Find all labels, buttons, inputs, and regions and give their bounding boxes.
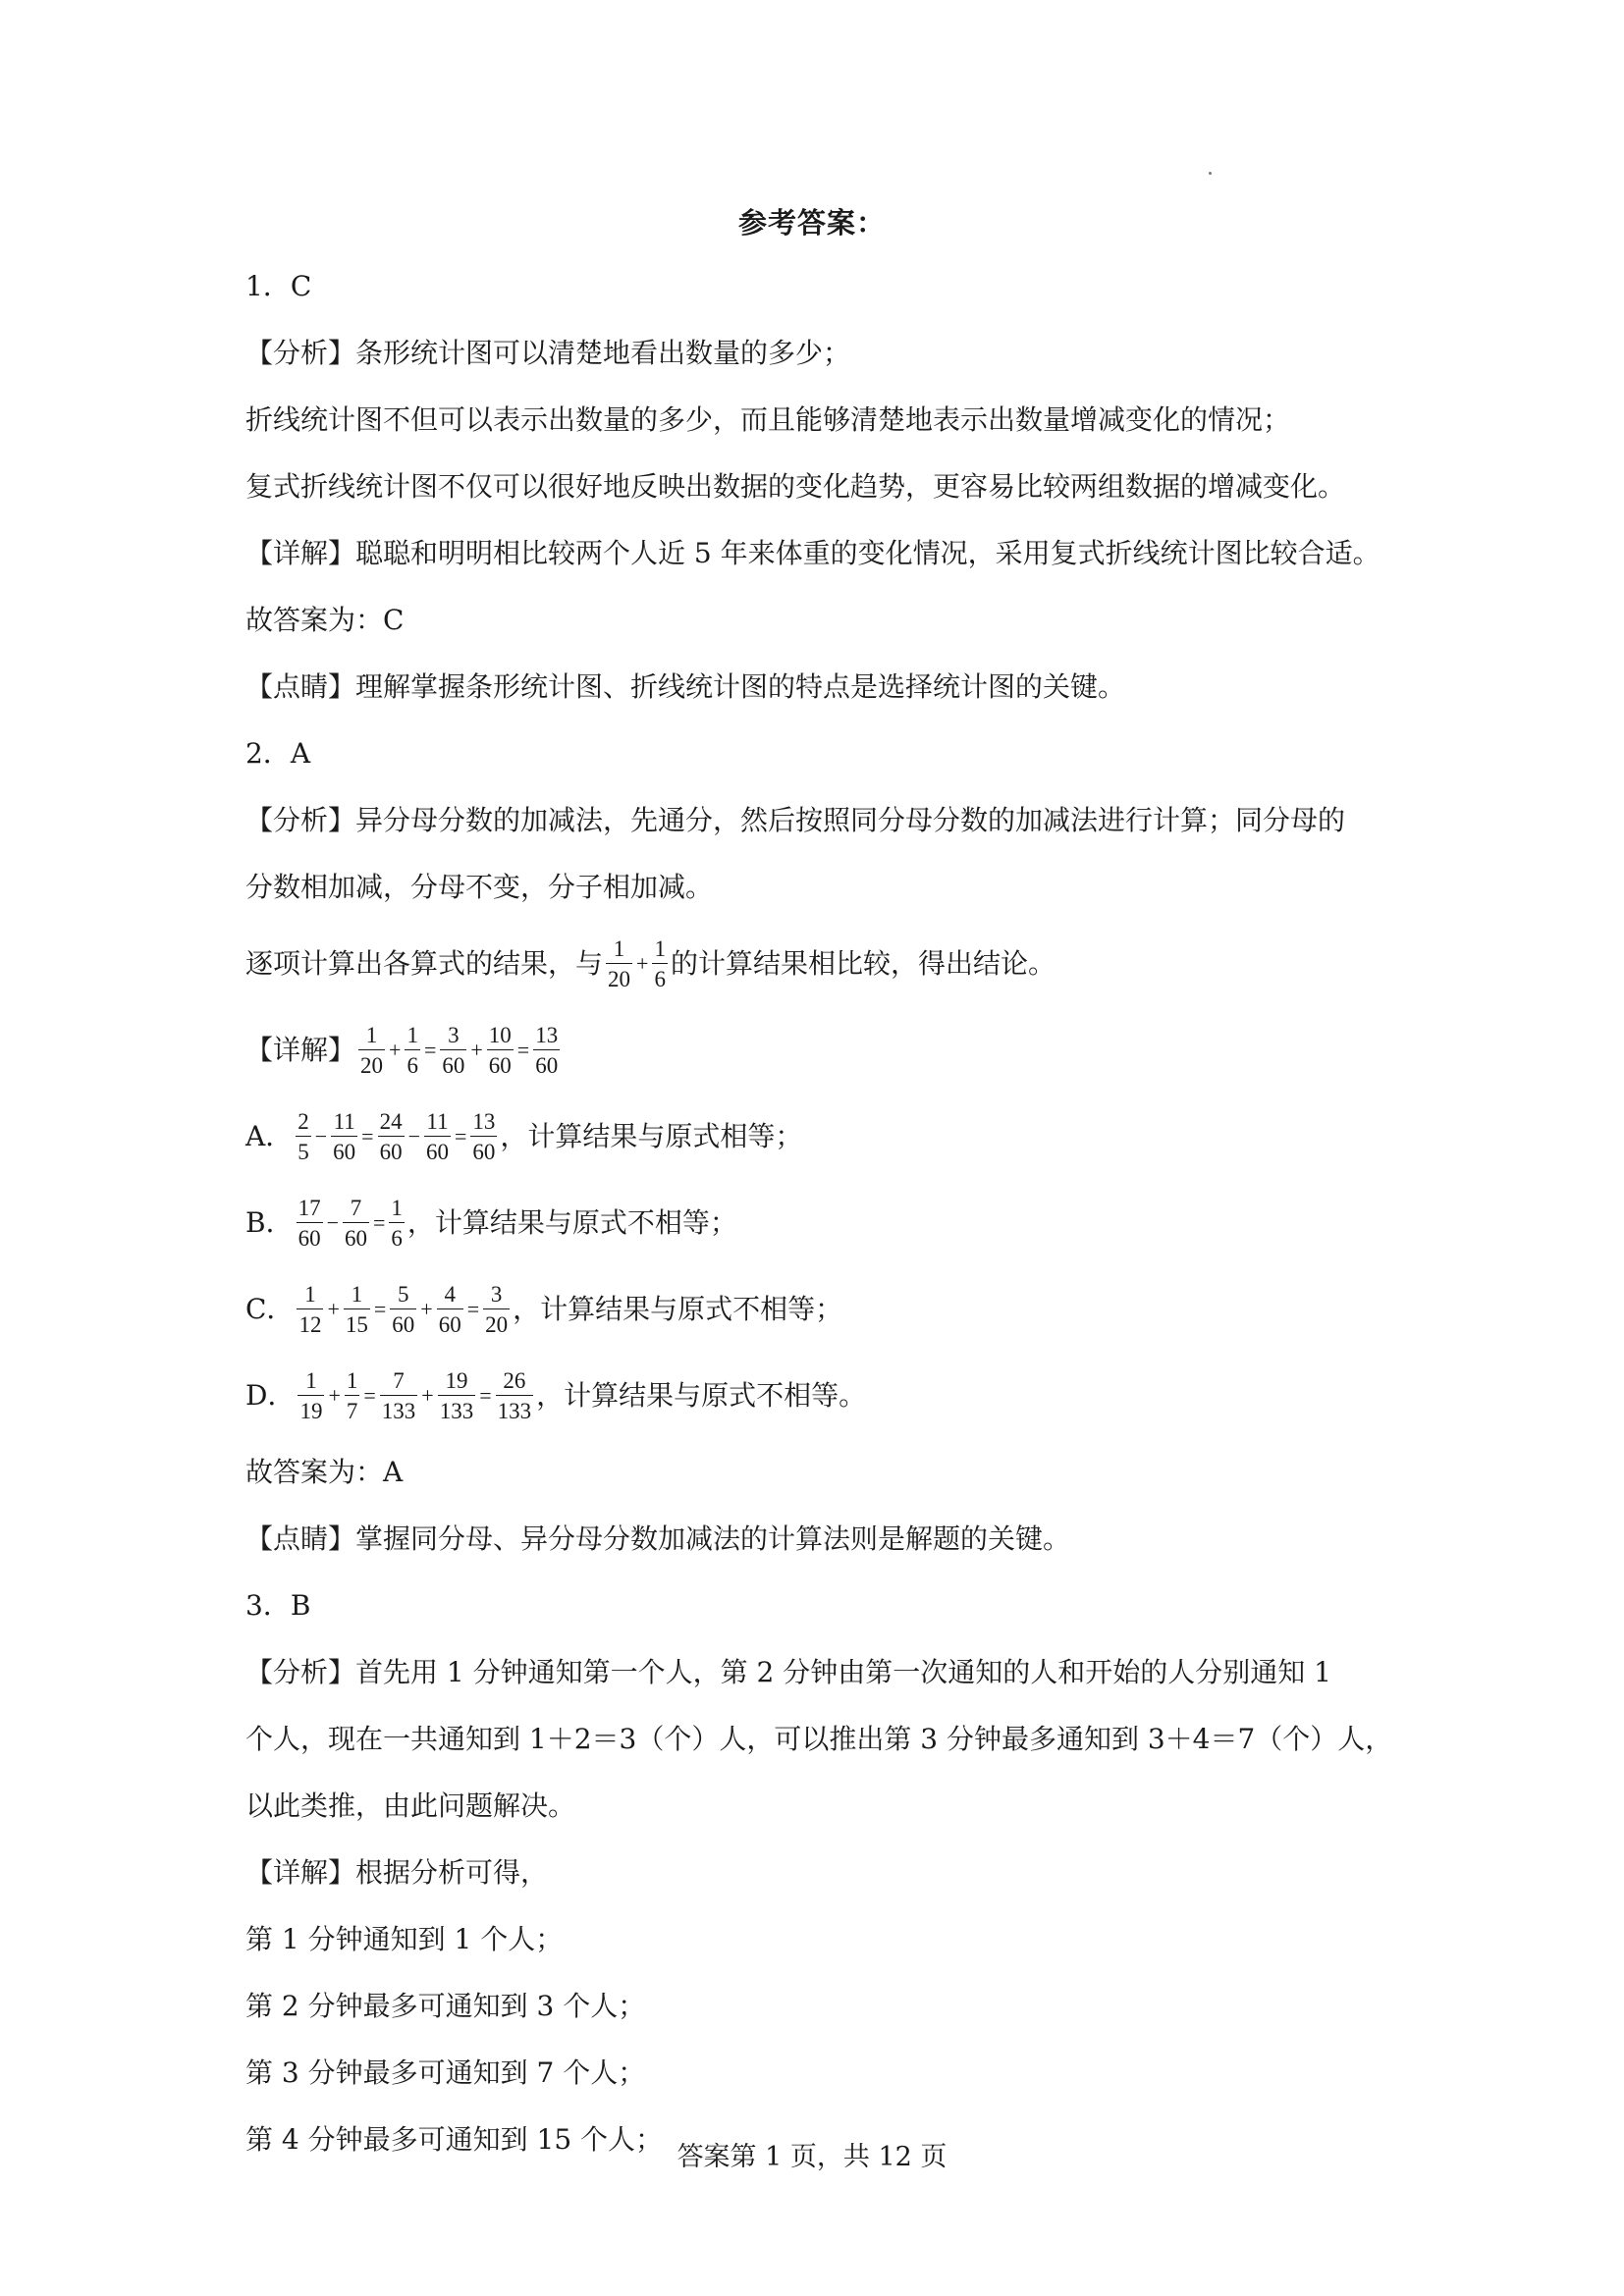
fraction: $\frac{3}{60}$ (442, 1023, 465, 1078)
fraction: $\frac{2}{5}$ (298, 1109, 309, 1164)
fraction: $\frac{1}{6}$ (654, 936, 666, 991)
equals-sign: = (455, 1124, 467, 1148)
minus-sign: − (407, 1124, 420, 1148)
q3-step-4: 第 4 分钟最多可通知到 15 个人； (245, 2123, 664, 2156)
q2-detail-label: 【详解】 (245, 1034, 356, 1066)
fraction: $\frac{11}{60}$ (333, 1109, 356, 1164)
q3-analysis: 【分析】首先用 1 分钟通知第一个人，第 2 分钟由第一次通知的人和开始的人分别通知 1 (245, 1656, 1331, 1688)
q1-answer: 故答案为：C (245, 604, 405, 636)
equals-sign: = (373, 1297, 387, 1321)
scan-speck (1209, 172, 1212, 175)
option-label: D． (245, 1379, 296, 1412)
q2-option-b (245, 1180, 1394, 1266)
fraction: $\frac{5}{60}$ (392, 1282, 415, 1337)
plus-sign: + (636, 951, 649, 976)
q2-analysis-2: 分数相加减，分母不变，分子相加减。 (245, 871, 714, 903)
option-note: ，计算结果与原式不相等； (513, 1293, 843, 1325)
fraction: $\frac{1}{7}$ (346, 1368, 358, 1423)
fraction: $\frac{4}{60}$ (438, 1282, 461, 1337)
fraction: $\frac{3}{20}$ (485, 1282, 509, 1337)
fraction: $\frac{1}{15}$ (345, 1282, 368, 1337)
fraction: $\frac{1}{12}$ (298, 1282, 322, 1337)
fraction: $\frac{1}{6}$ (406, 1023, 418, 1078)
q3-step-2: 第 2 分钟最多可通知到 3 个人； (245, 1990, 646, 2022)
q2-analysis: 【分析】异分母分数的加减法，先通分，然后按照同分母分数的加减法进行计算；同分母的 (245, 804, 1346, 836)
minus-sign: − (326, 1210, 339, 1235)
fraction: $\frac{7}{60}$ (345, 1196, 367, 1251)
option-note: ，计算结果与原式不相等。 (536, 1379, 867, 1412)
q2-detail (245, 1007, 1394, 1094)
q1-analysis: 【分析】条形统计图可以清楚地看出数量的多少； (245, 337, 851, 369)
plus-sign: + (420, 1297, 433, 1321)
q1-detail: 【详解】聪聪和明明相比较两个人近 5 年来体重的变化情况，采用复式折线统计图比较合适。 (245, 537, 1380, 569)
fraction: $\frac{19}{133}$ (439, 1368, 474, 1423)
fraction: $\frac{10}{60}$ (488, 1023, 512, 1078)
plus-sign: + (421, 1383, 434, 1408)
q2-answer: 故答案为：A (245, 1456, 404, 1488)
minus-sign: − (314, 1124, 328, 1148)
answer-content (245, 253, 1394, 2173)
fraction: $\frac{24}{60}$ (379, 1109, 403, 1164)
q1-number: 1．C (245, 270, 312, 302)
q3-analysis-3: 以此类推，由此问题解决。 (245, 1789, 576, 1822)
plus-sign: + (328, 1383, 341, 1408)
q2-tip: 【点睛】掌握同分母、异分母分数加减法的计算法则是解题的关键。 (245, 1522, 1071, 1555)
plus-sign: + (389, 1038, 402, 1062)
fraction: $\frac{1}{6}$ (391, 1196, 403, 1251)
option-label: B． (245, 1206, 294, 1239)
equals-sign: = (479, 1383, 492, 1408)
page-title: 参考答案： (737, 206, 886, 240)
q1-tip: 【点睛】理解掌握条形统计图、折线统计图的特点是选择统计图的关键。 (245, 670, 1126, 703)
option-note: ，计算结果与原式不相等； (406, 1206, 737, 1239)
fraction: $\frac{1}{19}$ (299, 1368, 323, 1423)
option-note: ，计算结果与原式相等； (500, 1120, 803, 1152)
q2-option-d (245, 1353, 1394, 1439)
fraction: $\frac{1}{20}$ (608, 936, 631, 991)
q3-step-1: 第 1 分钟通知到 1 个人； (245, 1923, 564, 1955)
q3-analysis-2: 个人，现在一共通知到 1＋2＝3（个）人，可以推出第 3 分钟最多通知到 3＋4＝7（个）人， (245, 1723, 1393, 1755)
fraction: $\frac{13}{60}$ (535, 1023, 559, 1078)
plus-sign: + (327, 1297, 340, 1321)
fraction: $\frac{11}{60}$ (426, 1109, 449, 1164)
equals-sign: = (373, 1210, 386, 1235)
q3-number: 3．B (245, 1589, 311, 1622)
option-label: C． (245, 1293, 295, 1325)
fraction: $\frac{1}{20}$ (360, 1023, 384, 1078)
equals-sign: = (361, 1124, 374, 1148)
equals-sign: = (363, 1383, 376, 1408)
q2-compare-post: 的计算结果相比较，得出结论。 (670, 947, 1056, 980)
fraction: $\frac{17}{60}$ (298, 1196, 321, 1251)
q1-analysis-2: 折线统计图不但可以表示出数量的多少，而且能够清楚地表示出数量增减变化的情况； (245, 403, 1291, 436)
fraction: $\frac{7}{133}$ (381, 1368, 416, 1423)
q2-compare-pre: 逐项计算出各算式的结果，与 (245, 947, 604, 980)
q2-number: 2．A (245, 737, 311, 770)
option-label: A． (245, 1120, 294, 1152)
q2-option-c (245, 1266, 1394, 1353)
equals-sign: = (423, 1038, 437, 1062)
q1-analysis-3: 复式折线统计图不仅可以很好地反映出数据的变化趋势，更容易比较两组数据的增减变化。 (245, 470, 1346, 503)
fraction: $\frac{26}{133}$ (497, 1368, 532, 1423)
fraction: $\frac{13}{60}$ (472, 1109, 496, 1164)
equals-sign: = (466, 1297, 480, 1321)
q3-step-3: 第 3 分钟最多可通知到 7 个人； (245, 2056, 646, 2089)
q2-option-a (245, 1094, 1394, 1180)
page-footer: 答案第 1 页，共 12 页 (677, 2142, 947, 2172)
q3-detail: 【详解】根据分析可得， (245, 1856, 549, 1889)
equals-sign: = (516, 1038, 530, 1062)
q2-compare (245, 921, 1394, 1007)
plus-sign: + (470, 1038, 483, 1062)
